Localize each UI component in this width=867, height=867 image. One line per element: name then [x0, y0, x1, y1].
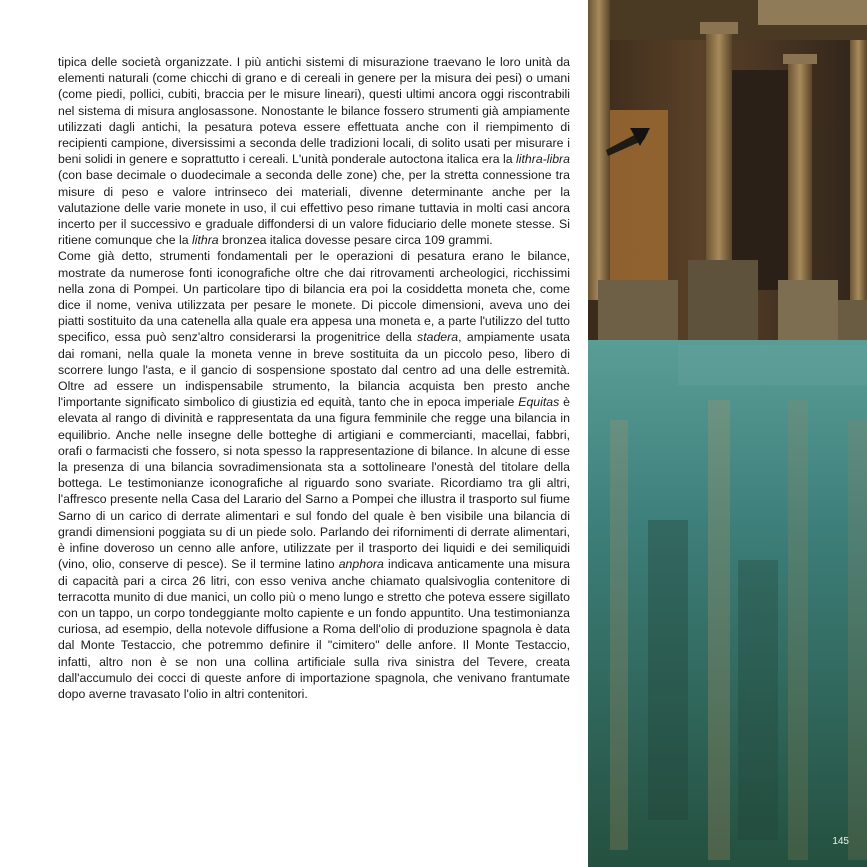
italic-term: Equitas — [518, 395, 560, 410]
text-run: , ampiamente usata dai romani, nella quale la moneta venne in breve sostituita da un piccolo peso, libero di scorrere lungo l'asta, e il gancio di sospensione spostato dal centro ad una delle estremità. Oltre ad essere un indispensabile strumento, la bilancia acquista ben presto anche l'importante significato simbolico di giustizia ed equità, tanto che in epoca imperiale — [58, 330, 570, 410]
text-run: Come già detto, strumenti fondamentali per le operazioni di pesatura erano le bilance, mostrate da numerose fonti iconografiche oltre che dai ritrovamenti archeologici, ricchissimi nella zona di Pompei. Un particolare tipo di bilancia era poi la cosiddetta moneta che, come dice il nome, veniva utilizzata per pesare le monete. Di piccole dimensioni, aveva uno dei piatti sostituito da una catenella alla quale era appesa una moneta e, a parte l'utilizzo del tutto specifico, essa può senz'altro considerarsi la progenitrice della — [58, 249, 570, 345]
page-number: 145 — [832, 836, 849, 847]
article-body — [58, 54, 570, 702]
text-run: tipica delle società organizzate. I più antichi sistemi di misurazione traevano le loro unità da elementi naturali (come chicchi di grano e di cereali in genere per la misura dei pesi) o umani (come piedi, pollici, cubiti, braccia per le misure lineari), questi ultimi ancora oggi riscontrabili nel sistema di misura anglosassone. Nonostante le bilance fossero strumenti già ampiamente utilizzati dagli antichi, la pesatura poteva essere effettuata anche con il riempimento di recipienti campione, diversissimi a seconda delle tradizioni locali, di solito usati per misurare i beni solidi in genere e soprattutto i cereali. L'unità ponderale autoctona italica era la — [58, 55, 570, 167]
text-run: (con base decimale o duodecimale a seconda delle zone) che, per la stretta connessione tra misure di peso e valore intrinseco dei materiali, divenne determinante anche per la valutazione delle varie monete in uso, il cui effettivo peso rimane tuttavia in molti casi ancora incerto per il successivo e graduale diffondersi di un valore fiduciario delle monete stesse. Si ritiene comunque che la — [58, 168, 570, 248]
roman-baths-photo — [588, 0, 867, 867]
paragraph-1 — [58, 54, 570, 248]
text-run: indicava anticamente una misura di capacità pari a circa 26 litri, con esso veniva anche chiamato qualsivoglia contenitore di terracotta munito di due manici, un collo più o meno lungo e stretto che poteva essere sigillato con un tappo, un corpo tondeggiante molto capiente e un fondo appuntito. Una testimonianza curiosa, ad esempio, della notevole diffusione a Roma dell'olio di produzione spagnola è data dal Monte Testaccio, che potremmo definire il "cimitero" delle anfore. Il Monte Testaccio, infatti, altro non è se non una collina artificiale sulla riva sinistra del Tevere, creata dall'accumulo dei cocci di queste anfore di importazione spagnola, che venivano frantumate dopo averne travasato l'olio in altri contenitori. — [58, 557, 570, 701]
text-run: è elevata al rango di divinità e rappresentata da una figura femminile che regge una bilancia in equilibrio. Anche nelle insegne delle botteghe di artigiani e commercianti, macellai, fabbri, orafi o farmacisti che fossero, si nota spesso la rappresentazione di bilance. In alcune di esse la presenza di una bilancia sovradimensionata sta a sottolineare l'onestà del titolare della bottega. Le testimonianze iconografiche al riguardo sono svariate. Ricordiamo tra gli altri, l'affresco presente nella Casa del Larario del Sarno a Pompei che illustra il trasporto sul fiume Sarno di un carico di derrate alimentari e sul fondo del quale è ben visibile una bilancia di grandi dimensioni poggiata su di un piede solo. Parlando dei rifornimenti di derrate alimentari, è infine doveroso un cenno alle anfore, utilizzate per il trasporto dei liquidi e dei semiliquidi (vino, olio, conserve di pesce). Se il termine latino — [58, 395, 570, 572]
italic-term: lithra-libra — [516, 152, 570, 167]
text-run: bronzea italica dovesse pesare circa 109 grammi. — [218, 233, 493, 248]
italic-term: lithra — [191, 233, 219, 248]
italic-term: anphora — [338, 557, 384, 572]
italic-term: stadera — [417, 330, 459, 345]
paragraph-2 — [58, 248, 570, 702]
